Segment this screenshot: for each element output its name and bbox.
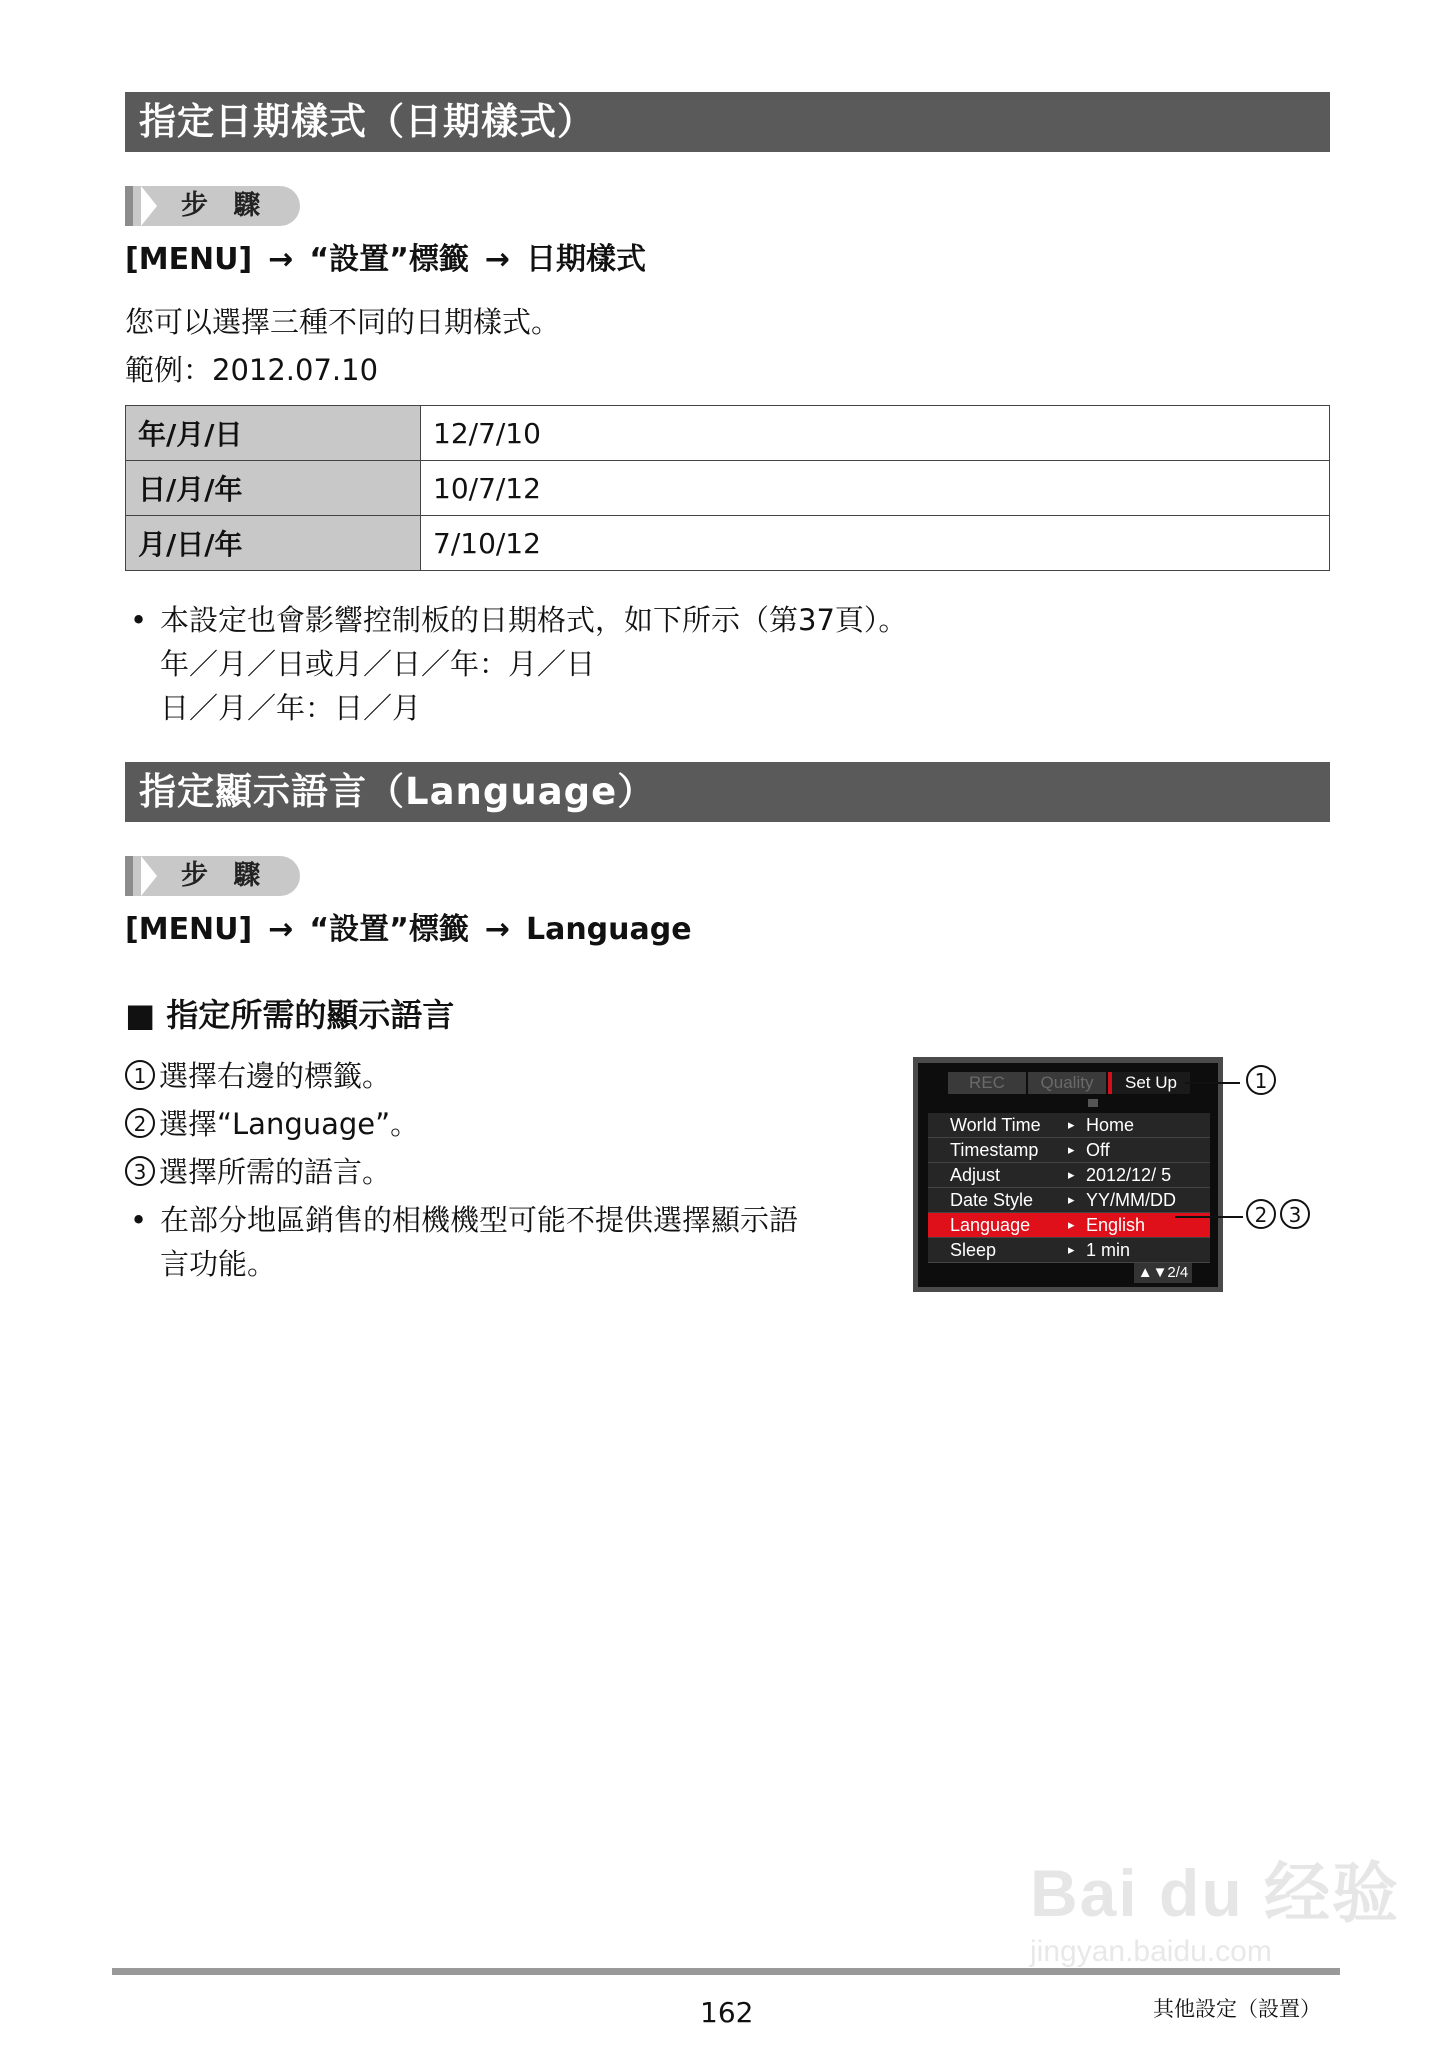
step-item bbox=[125, 1104, 419, 1144]
step-badge bbox=[125, 186, 300, 226]
callout-line bbox=[1175, 1216, 1243, 1218]
step-item bbox=[125, 1056, 391, 1096]
note-line: 年／月／日或月／日／年：月／日 bbox=[160, 647, 596, 681]
row-label: Date Style bbox=[950, 1190, 1034, 1210]
arrow-icon: → bbox=[268, 912, 294, 947]
row-value: 1 min bbox=[1086, 1240, 1131, 1260]
step-label: 步 驟 bbox=[181, 860, 269, 891]
example-text: 範例：2012.07.10 bbox=[125, 353, 379, 387]
table-row bbox=[126, 406, 1330, 461]
step-item bbox=[125, 1152, 391, 1192]
format-key: 年/月/日 bbox=[126, 406, 421, 461]
row-label: Language bbox=[950, 1215, 1031, 1235]
baidu-watermark-url: jingyan.baidu.com bbox=[1030, 1935, 1272, 1968]
arrow-icon: → bbox=[484, 912, 510, 947]
page-number: 162 bbox=[700, 1996, 754, 2029]
menu-path bbox=[125, 240, 646, 280]
format-value: 7/10/12 bbox=[421, 516, 1330, 571]
chevron-right-icon: ▸ bbox=[1068, 1217, 1075, 1232]
camera-row bbox=[928, 1163, 1210, 1188]
callout-number: 3 bbox=[1280, 1199, 1310, 1229]
table-row bbox=[126, 461, 1330, 516]
menu-tab: “設置”標籤 bbox=[309, 242, 469, 277]
scroll-up-icon bbox=[1088, 1099, 1098, 1107]
camera-row-selected bbox=[928, 1213, 1210, 1238]
date-format-table bbox=[125, 405, 1330, 571]
step-badge bbox=[125, 856, 300, 896]
callout-line bbox=[1185, 1082, 1240, 1084]
row-value: Off bbox=[1086, 1140, 1110, 1160]
note-line: 本設定也會影響控制板的日期格式，如下所示（第37頁）。 bbox=[160, 603, 908, 637]
camera-tabs bbox=[948, 1072, 1198, 1094]
page-indicator: ▲▼2/4 bbox=[1134, 1263, 1192, 1283]
note-line: 言功能。 bbox=[160, 1247, 277, 1281]
arrow-icon: → bbox=[268, 242, 294, 277]
bullet-note: • bbox=[130, 1203, 148, 1237]
step-text: 選擇“Language”。 bbox=[159, 1107, 420, 1141]
callout-number: 1 bbox=[1246, 1065, 1276, 1095]
tab-quality: Quality bbox=[1028, 1072, 1106, 1094]
camera-menu-screenshot bbox=[913, 1057, 1223, 1292]
step-number: 2 bbox=[125, 1108, 155, 1138]
camera-row bbox=[928, 1113, 1210, 1138]
row-value: English bbox=[1086, 1215, 1146, 1235]
chevron-right-icon: ▸ bbox=[1068, 1142, 1075, 1157]
step-text: 選擇所需的語言。 bbox=[159, 1155, 392, 1189]
chevron-right-icon: ▸ bbox=[1068, 1167, 1075, 1182]
format-value: 10/7/12 bbox=[421, 461, 1330, 516]
callout-1 bbox=[1246, 1065, 1280, 1099]
footer-section: 其他設定（設置） bbox=[1153, 1997, 1321, 2021]
chevron-right-icon: ▸ bbox=[1068, 1192, 1075, 1207]
chevron-right-icon: ▸ bbox=[1068, 1242, 1075, 1257]
camera-row bbox=[928, 1238, 1210, 1263]
baidu-watermark: Bai du 经验 bbox=[1030, 1856, 1401, 1930]
row-value: Home bbox=[1086, 1115, 1135, 1135]
row-value: YY/MM/DD bbox=[1086, 1190, 1176, 1210]
row-label: Adjust bbox=[950, 1165, 1001, 1185]
callout-number: 2 bbox=[1246, 1199, 1276, 1229]
callout-2-3 bbox=[1246, 1199, 1314, 1233]
format-key: 月/日/年 bbox=[126, 516, 421, 571]
chevron-right-icon: ▸ bbox=[1068, 1117, 1075, 1132]
camera-row bbox=[928, 1188, 1210, 1213]
row-label: World Time bbox=[950, 1115, 1041, 1135]
tab-setup: Set Up bbox=[1108, 1072, 1190, 1094]
menu-path bbox=[125, 910, 692, 950]
menu-target: 日期樣式 bbox=[525, 242, 646, 277]
table-row bbox=[126, 516, 1330, 571]
section-title-date-style: 指定日期樣式（日期樣式） bbox=[125, 92, 1330, 152]
arrow-icon: → bbox=[484, 242, 510, 277]
row-label: Sleep bbox=[950, 1240, 997, 1260]
intro-text: 您可以選擇三種不同的日期樣式。 bbox=[125, 305, 561, 339]
step-number: 1 bbox=[125, 1060, 155, 1090]
bullet-note: • bbox=[130, 603, 148, 637]
tab-rec: REC bbox=[948, 1072, 1026, 1094]
note-line: 日／月／年：日／月 bbox=[160, 691, 422, 725]
step-text: 選擇右邊的標籤。 bbox=[159, 1059, 392, 1093]
footer-rule bbox=[112, 1968, 1340, 1975]
section-title-language: 指定顯示語言（Language） bbox=[125, 762, 1330, 822]
menu-target: Language bbox=[525, 912, 692, 947]
format-value: 12/7/10 bbox=[421, 406, 1330, 461]
menu-key: [MENU] bbox=[125, 912, 253, 947]
step-label: 步 驟 bbox=[181, 190, 269, 221]
subheading: ■ 指定所需的顯示語言 bbox=[125, 996, 455, 1034]
row-value: 2012/12/ 5 bbox=[1086, 1165, 1172, 1185]
camera-row bbox=[928, 1138, 1210, 1163]
note-line: 在部分地區銷售的相機機型可能不提供選擇顯示語 bbox=[160, 1203, 799, 1237]
menu-key: [MENU] bbox=[125, 242, 253, 277]
step-number: 3 bbox=[125, 1156, 155, 1186]
row-label: Timestamp bbox=[950, 1140, 1039, 1160]
format-key: 日/月/年 bbox=[126, 461, 421, 516]
menu-tab: “設置”標籤 bbox=[309, 912, 469, 947]
